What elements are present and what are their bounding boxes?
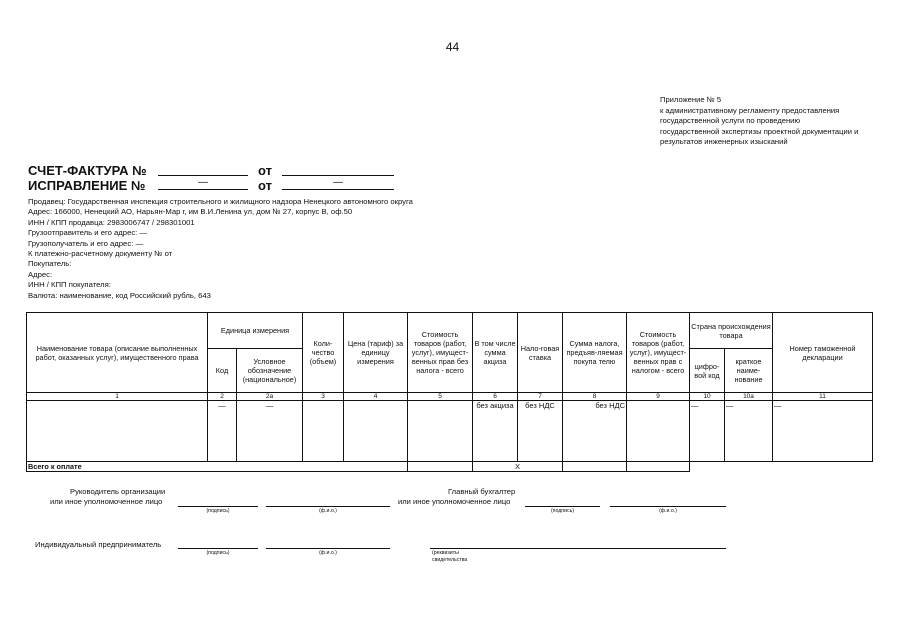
cell-declaration: —	[773, 401, 873, 462]
col-number: 6	[473, 393, 518, 401]
currency-line: Валюта: наименование, код Российский рубль, 643	[28, 290, 211, 300]
appendix-line: государственной услуги по проведению	[660, 116, 801, 125]
total-cost-tax	[627, 462, 690, 472]
cell-excise: без акциза	[473, 401, 518, 462]
consignee-line: Грузополучатель и его адрес: —	[28, 238, 144, 248]
requisites-caption-2: свидетельства	[432, 557, 468, 563]
correction-date-label: от	[258, 178, 272, 193]
head-signature-label-2: или иное уполномоченное лицо	[50, 497, 163, 506]
sign-caption: (подпись)	[206, 508, 230, 514]
cell-tax: без НДС	[563, 401, 627, 462]
shipper-line: Грузоотправитель и его адрес: —	[28, 228, 148, 238]
empty-cell	[773, 462, 873, 472]
payment-doc-line: К платежно-расчетному документу № от	[28, 249, 173, 259]
col-header-unit-symbol: Условное обозначение (национальное)	[237, 349, 303, 393]
total-tax	[563, 462, 627, 472]
cell-unit-symbol: —	[237, 401, 303, 462]
buyer-line: Покупатель:	[28, 259, 72, 269]
accountant-sign-line	[525, 505, 600, 507]
col-header-price: Цена (тариф) за единицу измерения	[344, 313, 408, 393]
col-header-excise: В том числе сумма акциза	[473, 313, 518, 393]
correction-title: ИСПРАВЛЕНИЕ №	[28, 178, 146, 193]
page-number: 44	[445, 40, 460, 54]
col-header-country-name: краткое наиме-нование	[725, 349, 773, 393]
invoice-number-field	[158, 163, 248, 176]
appendix-note	[660, 95, 890, 148]
invoice-table	[26, 312, 873, 472]
col-header-unit: Единица измерения	[208, 313, 303, 349]
total-cost	[408, 462, 473, 472]
entrepreneur-name-line	[266, 547, 390, 549]
col-header-country: Страна происхождения товара	[690, 313, 773, 349]
col-number: 5	[408, 393, 473, 401]
cell-unit-code: —	[208, 401, 237, 462]
col-header-tax: Сумма налога, предъяв-ляемая покупа телю	[563, 313, 627, 393]
total-label: Всего к оплате	[27, 462, 408, 472]
col-header-cost: Стоимость товаров (работ, услуг), имущест-венных прав без налога - всего	[408, 313, 473, 393]
address-line: Адрес: 166000, Ненецкий АО, Нарьян-Мар г, им В.И.Ленина ул, дом № 27, корпус В, оф.50	[28, 207, 353, 217]
sign-caption: (подпись)	[550, 508, 575, 514]
entrepreneur-sign-line	[178, 547, 258, 549]
sign-caption: (подпись)	[206, 550, 230, 556]
head-sign-line	[178, 505, 258, 507]
col-number: 8	[563, 393, 627, 401]
cell-country-code: —	[690, 401, 725, 462]
cell-qty	[303, 401, 344, 462]
cell-cost-tax	[627, 401, 690, 462]
head-signature-label: Руководитель организации	[70, 487, 166, 496]
col-header-cost-tax: Стоимость товаров (работ, услуг), имущест-венных прав с налогом - всего	[627, 313, 690, 393]
name-caption: (ф.и.о.)	[319, 508, 337, 514]
seller-line: Продавец: Государственная инспекция строительного и жилищного надзора Ненецкого автономного округа	[28, 197, 413, 206]
accountant-signature-label: Главный бухгалтер	[448, 487, 516, 496]
col-number: 3	[303, 393, 344, 401]
col-number: 7	[518, 393, 563, 401]
appendix-line: государственной экспертизы проектной документации и	[660, 126, 859, 136]
buyer-address-line: Адрес:	[28, 269, 53, 279]
table-row	[27, 401, 873, 462]
appendix-line: к административному регламенту предоставления	[660, 105, 840, 115]
name-caption: (ф.и.о.)	[659, 508, 677, 514]
name-caption: (ф.и.о.)	[319, 550, 337, 556]
col-number: 11	[773, 393, 873, 401]
cell-cost	[408, 401, 473, 462]
invoice-date-field	[282, 163, 394, 176]
total-x: X	[473, 462, 563, 472]
col-number: 4	[344, 393, 408, 401]
col-number: 1	[27, 393, 208, 401]
seller-info	[28, 197, 628, 301]
col-header-rate: Нало-говая ставка	[518, 313, 563, 393]
total-row	[27, 462, 873, 472]
correction-number-field: —	[158, 177, 248, 190]
col-number: 9	[627, 393, 690, 401]
cell-price	[344, 401, 408, 462]
col-header-country-code: цифро-вой код	[690, 349, 725, 393]
col-header-name: Наименование товара (описание выполненных работ, оказанных услуг), имущественного права	[27, 313, 208, 393]
invoice-title: СЧЕТ-ФАКТУРА №	[28, 163, 147, 178]
head-name-line	[266, 505, 390, 507]
col-header-declaration: Номер таможенной декларации	[773, 313, 873, 393]
col-header-unit-code: Код	[208, 349, 237, 393]
empty-cell	[725, 462, 773, 472]
cell-country-name: —	[725, 401, 773, 462]
entrepreneur-signature-label: Индивидуальный предприниматель	[35, 540, 162, 549]
accountant-signature-label-2: или иное уполномоченное лицо	[398, 497, 511, 506]
correction-date-field: —	[282, 177, 394, 190]
empty-cell	[690, 462, 725, 472]
entrepreneur-requisites-line	[430, 547, 726, 549]
cell-name	[27, 401, 208, 462]
accountant-name-line	[610, 505, 726, 507]
appendix-line: результатов инженерных изысканий	[660, 137, 788, 146]
col-header-qty: Коли-чество (объем)	[303, 313, 344, 393]
appendix-line: Приложение № 5	[660, 95, 722, 104]
col-number: 2	[208, 393, 237, 401]
inn-line: ИНН / КПП продавца: 2983006747 / 298301001	[28, 217, 195, 227]
cell-rate: без НДС	[518, 401, 563, 462]
invoice-date-label: от	[258, 163, 272, 178]
requisites-caption: (реквизиты	[432, 550, 459, 556]
col-number: 10	[690, 393, 725, 401]
buyer-inn-line: ИНН / КПП покупателя:	[28, 280, 111, 290]
col-number: 10а	[725, 393, 773, 401]
col-number: 2а	[237, 393, 303, 401]
